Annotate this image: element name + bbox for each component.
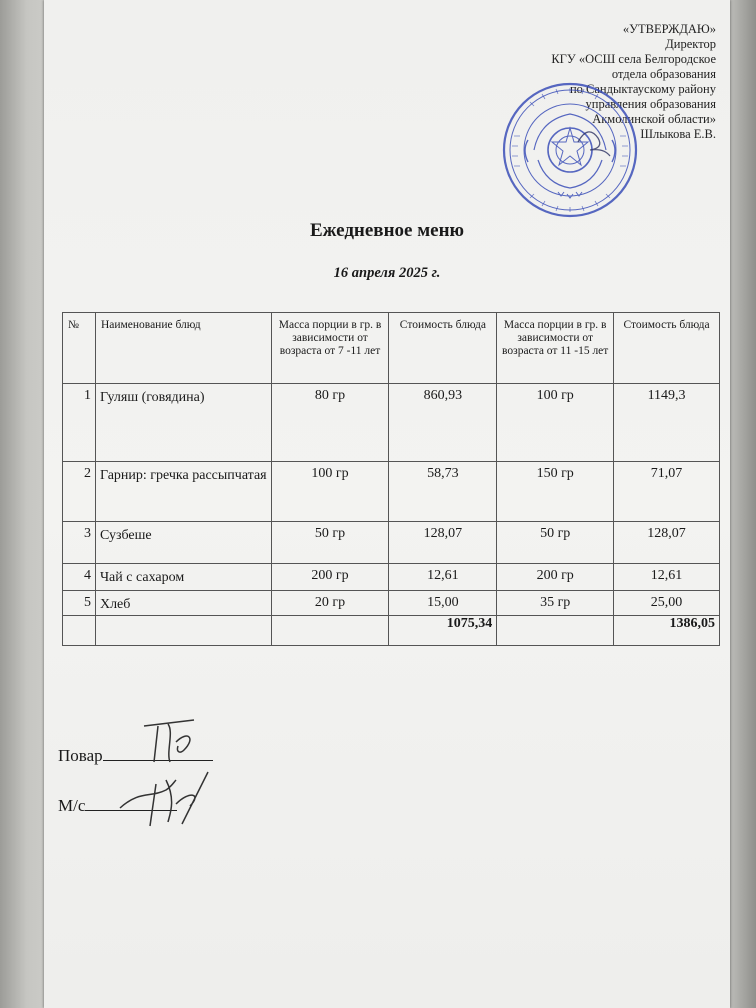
row-number: 4 <box>63 564 96 591</box>
dish-name: Гарнир: гречка рассыпчатая <box>95 462 271 522</box>
total-cost-7-11: 1075,34 <box>389 616 497 646</box>
portion-11-15: 150 гр <box>497 462 614 522</box>
table-row <box>63 522 720 564</box>
cost-7-11: 12,61 <box>389 564 497 591</box>
header-cost-11-15: Стоимость блюда <box>614 313 720 384</box>
totals-empty <box>95 616 271 646</box>
portion-7-11: 20 гр <box>271 591 389 616</box>
table-row <box>63 591 720 616</box>
cost-7-11: 860,93 <box>389 384 497 462</box>
menu-table <box>62 312 720 646</box>
document-date: 16 апреля 2025 г. <box>333 265 441 281</box>
document-title: Ежедневное меню <box>309 220 465 241</box>
portion-7-11: 80 гр <box>271 384 389 462</box>
header-cost-7-11: Стоимость блюда <box>389 313 497 384</box>
nurse-label: М/с <box>58 796 86 815</box>
approval-line: управления образования <box>585 97 716 111</box>
cost-7-11: 58,73 <box>389 462 497 522</box>
approval-line: по Сандыктаускому району <box>569 82 716 96</box>
totals-empty <box>63 616 96 646</box>
header-number: № <box>63 313 96 384</box>
portion-7-11: 100 гр <box>271 462 389 522</box>
dish-name: Гуляш (говядина) <box>95 384 271 462</box>
row-number: 2 <box>63 462 96 522</box>
portion-11-15: 35 гр <box>497 591 614 616</box>
cost-11-15: 128,07 <box>614 522 720 564</box>
document-sheet <box>44 0 730 1008</box>
header-portion-7-11: Масса порции в гр. в зависимости от возраста от 7 -11 лет <box>271 313 389 384</box>
dish-name: Сузбеше <box>95 522 271 564</box>
total-cost-11-15: 1386,05 <box>614 616 720 646</box>
portion-7-11: 50 гр <box>271 522 389 564</box>
portion-7-11: 200 гр <box>271 564 389 591</box>
portion-11-15: 50 гр <box>497 522 614 564</box>
cost-11-15: 12,61 <box>614 564 720 591</box>
header-dish-name: Наименование блюд <box>95 313 271 384</box>
approval-line: Шлыкова Е.В. <box>640 127 716 141</box>
cook-label: Повар <box>58 746 103 765</box>
approval-line: «УТВЕРЖДАЮ» <box>622 22 716 36</box>
approval-line: отдела образования <box>611 67 716 81</box>
table-row <box>63 564 720 591</box>
portion-11-15: 200 гр <box>497 564 614 591</box>
totals-row <box>63 616 720 646</box>
row-number: 5 <box>63 591 96 616</box>
cost-7-11: 128,07 <box>389 522 497 564</box>
cost-11-15: 25,00 <box>614 591 720 616</box>
portion-11-15: 100 гр <box>497 384 614 462</box>
table-row <box>63 462 720 522</box>
header-portion-11-15: Масса порции в гр. в зависимости от возраста от 11 -15 лет <box>497 313 614 384</box>
approval-line: КГУ «ОСШ села Белгородское <box>551 52 716 66</box>
table-header-row <box>63 313 720 384</box>
approval-line: Директор <box>665 37 716 51</box>
cost-7-11: 15,00 <box>389 591 497 616</box>
dish-name: Хлеб <box>95 591 271 616</box>
totals-empty <box>271 616 389 646</box>
table-row <box>63 384 720 462</box>
row-number: 1 <box>63 384 96 462</box>
row-number: 3 <box>63 522 96 564</box>
totals-empty <box>497 616 614 646</box>
background-right <box>730 0 756 1008</box>
nurse-signature <box>110 760 240 830</box>
dish-name: Чай с сахаром <box>95 564 271 591</box>
cost-11-15: 1149,3 <box>614 384 720 462</box>
cost-11-15: 71,07 <box>614 462 720 522</box>
approval-line: Акмолинской области» <box>592 112 716 126</box>
official-stamp <box>500 80 640 220</box>
